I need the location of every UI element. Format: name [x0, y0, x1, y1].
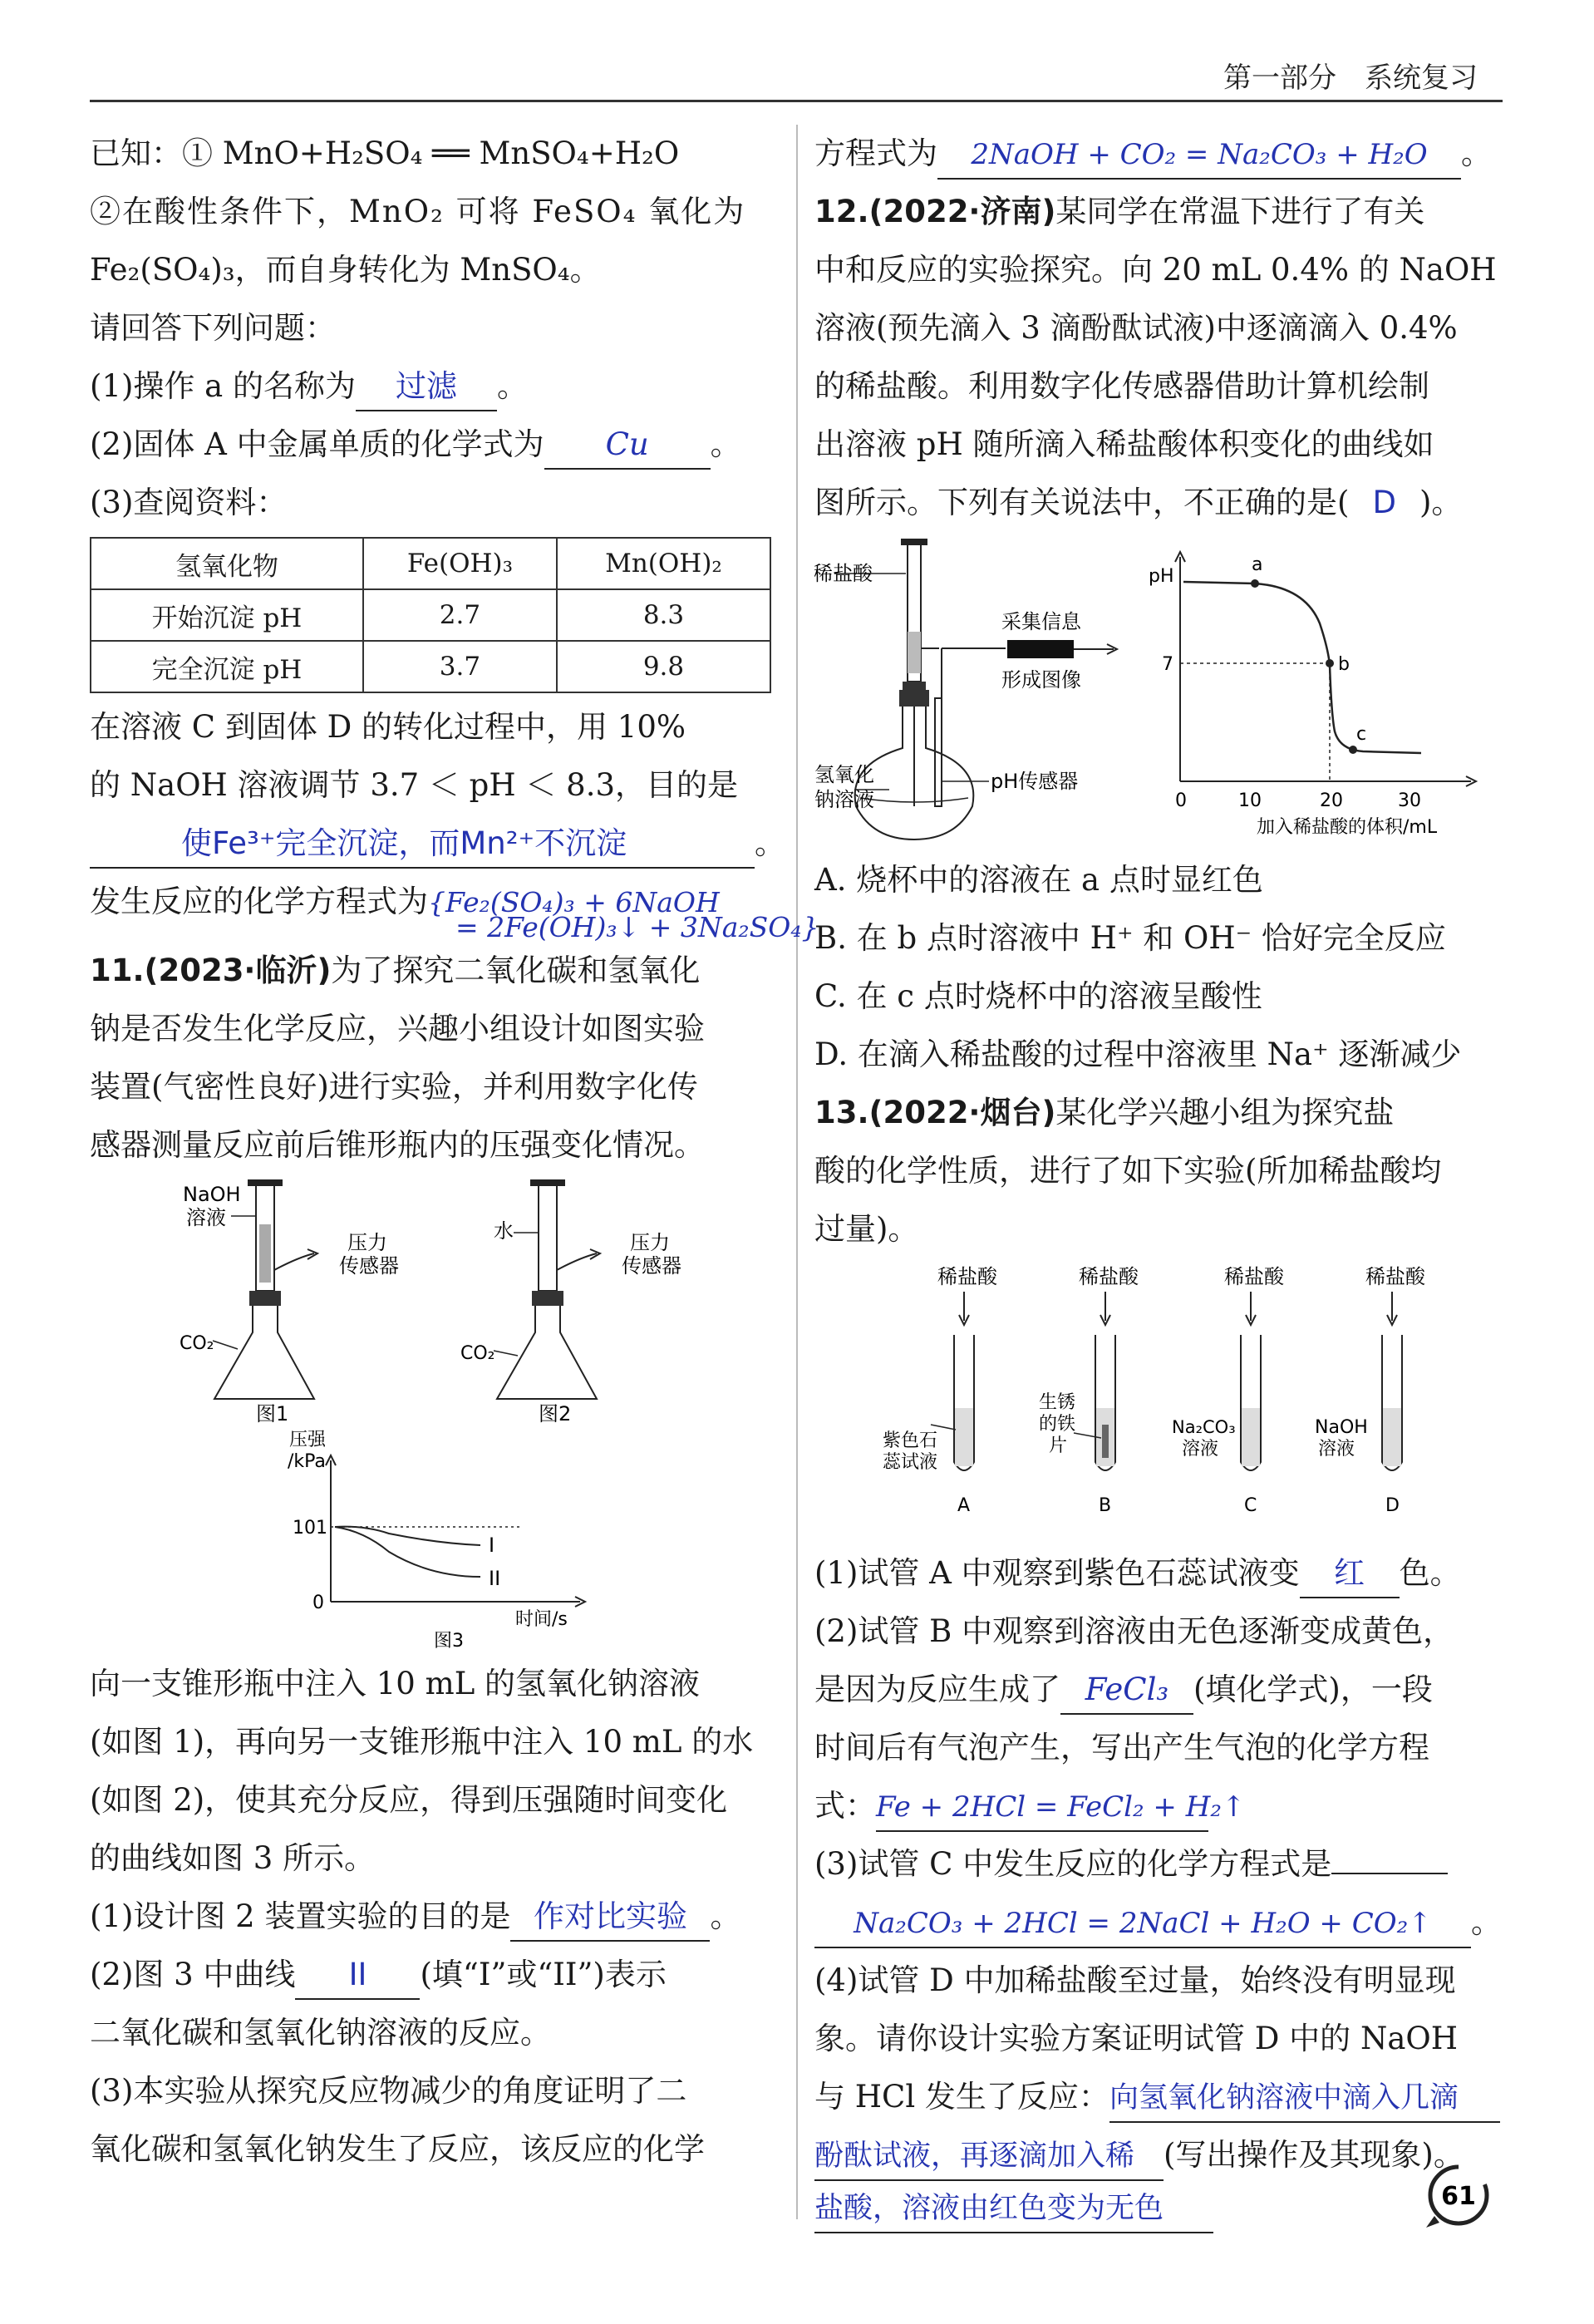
q13-2-text: 是因为反应生成了	[814, 1672, 1060, 1707]
tube-b	[1074, 1292, 1115, 1470]
tube-letter: A	[957, 1495, 971, 1516]
q11-heading	[90, 942, 780, 1000]
q11-1-answer-blank[interactable]	[510, 1893, 710, 1942]
fig2-apparatus	[494, 1179, 600, 1399]
right-column	[814, 125, 1504, 2233]
fig2-liquid: 水	[494, 1219, 514, 1243]
fig2-gas: CO₂	[460, 1343, 495, 1364]
q11-3-line1: (3)本实验从探究反应物减少的角度证明了二	[90, 2073, 687, 2109]
q13-line1: 某化学兴趣小组为探究盐	[1055, 1095, 1395, 1130]
fig3-y0: 0	[312, 1593, 324, 1613]
tube-a-label-1: 紫色石	[883, 1430, 938, 1451]
q11-2-answer: II	[348, 1957, 367, 1992]
q3: (3)查阅资料：	[90, 485, 288, 520]
q11-2-line2: 二氧化碳和氢氧化钠溶液的反应。	[90, 2015, 551, 2051]
fig3-curve-I	[335, 1527, 480, 1545]
q12-line6-text: 图所示。下列有关说法中，不正确的是(	[814, 485, 1350, 520]
q13-2-equation	[814, 1777, 1504, 1835]
q13-4-answer-2: 酚酞试液，再逐滴加入稀	[814, 2139, 1135, 2173]
q13-4-line4	[814, 2126, 1504, 2184]
fig2-caption: 图2	[539, 1402, 572, 1424]
q12-fig-naoh2: 钠溶液	[814, 788, 874, 811]
fig3-xlabel: 时间/s	[515, 1609, 568, 1630]
q2-answer: Cu	[605, 426, 649, 462]
q12-option-d: D. 在滴入稀盐酸的过程中溶液里 Na⁺ 逐渐减少	[814, 1036, 1462, 1072]
point-c	[1349, 746, 1357, 754]
q12-option-b: B. 在 b 点时溶液中 H⁺ 和 OH⁻ 恰好完全反应	[814, 920, 1446, 956]
page-number-badge	[1421, 2158, 1496, 2233]
q13-4-answer-blank-1[interactable]	[1109, 2074, 1500, 2123]
q3-answer-line: 使Fe³⁺完全沉淀，而Mn²⁺不沉淀 。	[90, 815, 780, 873]
q13-3-answer-blank[interactable]	[814, 1899, 1471, 1948]
tube-letter: B	[1099, 1495, 1112, 1516]
q12-heading	[814, 183, 1504, 241]
burette	[901, 539, 939, 806]
q13-1-tail: 色。	[1399, 1555, 1461, 1591]
table-row	[91, 589, 770, 641]
data-collector	[1007, 640, 1074, 658]
q3-eq-answer-2: = 2Fe(OH)₃↓ + 3Na₂SO₄}	[455, 911, 819, 943]
fig3-curve1-label: I	[489, 1534, 495, 1557]
fig3-caption: 图3	[434, 1631, 464, 1652]
q12-answer: D	[1372, 485, 1396, 520]
q3-answer-blank[interactable]	[90, 820, 755, 869]
tube-d	[1382, 1292, 1402, 1470]
tube-a-label-2: 蕊试液	[883, 1452, 938, 1473]
fig3-ylabel: 压强	[289, 1430, 327, 1450]
q11-p2: (如图 1)，再向另一支锥形瓶中注入 10 mL 的水	[90, 1724, 754, 1760]
column-divider	[796, 125, 798, 2219]
q11-3-eq-answer: 2NaOH + CO₂ = Na₂CO₃ + H₂O	[971, 138, 1428, 171]
q11-3-equation: 方程式为 2NaOH + CO₂ = Na₂CO₃ + H₂O 。	[814, 125, 1504, 183]
tube-a-acid: 稀盐酸	[937, 1265, 997, 1288]
table-cell: 2.7	[363, 589, 557, 641]
q11-p4: 的曲线如图 3 所示。	[90, 1840, 376, 1876]
q12-line3: 溶液(预先滴入 3 滴酚酞试液)中逐滴滴入 0.4%	[814, 310, 1458, 346]
table-header-row	[91, 538, 770, 589]
fig1-liquid2: 溶液	[186, 1206, 226, 1229]
ph-xtick: 20	[1320, 790, 1343, 811]
q11-3-line2: 氧化碳和氢氧化钠发生了反应，该反应的化学	[90, 2131, 705, 2167]
q12-fig-naoh1: 氢氧化	[814, 763, 874, 786]
ph-xtick: 30	[1398, 790, 1421, 811]
table-row	[91, 641, 770, 692]
q13-test-tubes-figure	[814, 1258, 1504, 1541]
table-cell: 完全沉淀 pH	[91, 641, 363, 692]
q1-text: (1)操作 a 的名称为	[90, 368, 356, 404]
fig1-sensor: 压力	[347, 1231, 387, 1254]
prompt: 请回答下列问题：	[90, 310, 336, 346]
known-label: 已知：	[90, 135, 182, 171]
q11-2	[90, 1946, 780, 2004]
q3-equation-2	[90, 911, 819, 943]
q13-line2: 酸的化学性质，进行了如下实验(所加稀盐酸均	[814, 1153, 1442, 1189]
known-1	[90, 125, 780, 183]
q13-2-eq-blank[interactable]	[876, 1783, 1246, 1832]
tube-b-acid: 稀盐酸	[1079, 1265, 1139, 1288]
point-b-label: b	[1338, 654, 1350, 675]
q13-1-answer: 红	[1334, 1555, 1365, 1591]
fig3-curve2-label: II	[489, 1567, 501, 1590]
tube-letter: D	[1385, 1495, 1400, 1516]
q12-line2: 中和反应的实验探究。向 20 mL 0.4% 的 NaOH	[814, 252, 1497, 288]
q13-4-text: 与 HCl 发生了反应：	[814, 2079, 1109, 2115]
q2: (2)固体 A 中金属单质的化学式为 Cu 。	[90, 416, 780, 474]
q11-line3: 装置(气密性良好)进行实验，并利用数字化传	[90, 1069, 698, 1105]
q11-line2: 钠是否发生化学反应，兴趣小组设计如图实验	[90, 1011, 705, 1046]
q11-line4: 感器测量反应前后锥形瓶内的压强变化情况。	[90, 1127, 705, 1163]
q11-line1: 为了探究二氧化碳和氢氧化	[331, 953, 701, 988]
q13-2-eq-text: 式：	[814, 1788, 876, 1824]
q11-2-tail: (填“I”或“II”)表示	[420, 1957, 667, 1992]
ph-y7: 7	[1162, 654, 1173, 675]
tube-letter: C	[1244, 1495, 1257, 1516]
table-cell: 开始沉淀 pH	[91, 589, 363, 641]
table-cell: 8.3	[557, 589, 770, 641]
q11-p3: (如图 2)，使其充分反应，得到压强随时间变化	[90, 1782, 728, 1818]
q12-fig-form: 形成图像	[1001, 668, 1081, 692]
q11-1-text: (1)设计图 2 装置实验的目的是	[90, 1898, 511, 1934]
q11-3-eq-text: 方程式为	[814, 135, 937, 171]
q12-line4: 的稀盐酸。利用数字化传感器借助计算机绘制	[814, 368, 1429, 404]
ph-xlabel: 加入稀盐酸的体积/mL	[1257, 817, 1438, 838]
page-header	[90, 47, 1503, 105]
q2-answer-blank[interactable]	[544, 421, 711, 470]
q13-4-answer-blank-3[interactable]	[814, 2184, 1213, 2233]
q3-answer: 使Fe³⁺完全沉淀，而Mn²⁺不沉淀	[181, 825, 627, 861]
q12-fig-acid: 稀盐酸	[814, 562, 873, 585]
q12-line6	[814, 474, 1504, 532]
q13-1	[814, 1544, 1504, 1603]
tube-d-label-2: 溶液	[1318, 1439, 1355, 1460]
q12-line5: 出溶液 pH 随所滴入稀盐酸体积变化的曲线如	[814, 426, 1434, 462]
tube-d-label-1: NaOH	[1315, 1417, 1368, 1438]
q1-answer-blank[interactable]	[356, 363, 497, 411]
q13-2-line2	[814, 1661, 1504, 1719]
fig2-sensor2: 传感器	[622, 1254, 681, 1278]
q11-1-answer: 作对比实验	[533, 1898, 687, 1934]
tube-b-label-1: 生锈	[1039, 1392, 1076, 1413]
header-rule	[90, 100, 1503, 102]
left-column	[90, 125, 819, 2179]
ph-ylabel: pH	[1149, 566, 1174, 587]
q13-3	[814, 1835, 1504, 1893]
tube-c	[1241, 1292, 1261, 1470]
tube-c-label-1: Na₂CO₃	[1172, 1417, 1236, 1437]
q13-4-line2: 象。请你设计实验方案证明试管 D 中的 NaOH	[814, 2021, 1458, 2056]
point-b	[1326, 659, 1334, 667]
q3-line1: 在溶液 C 到固体 D 的转化过程中，用 10%	[90, 709, 686, 745]
q11-number: 11.(2023·临沂)	[90, 953, 332, 988]
ph-xtick: 10	[1238, 790, 1262, 811]
flask-figures	[90, 1174, 780, 1424]
fig1-gas: CO₂	[180, 1333, 214, 1354]
q13-heading	[814, 1084, 1504, 1142]
known-1-text: ① MnO+H₂SO₄ ══ MnSO₄+H₂O	[182, 135, 680, 171]
q13-1-answer-blank[interactable]	[1300, 1550, 1400, 1598]
table-header-cell: 氢氧化物	[91, 538, 363, 589]
fig1-liquid: NaOH	[183, 1183, 241, 1206]
q11-3-eq-blank[interactable]	[937, 130, 1461, 180]
q12-titration-figure	[814, 532, 1504, 848]
q13-2-eq-answer: Fe + 2HCl = FeCl₂ + H₂↑	[876, 1790, 1246, 1824]
point-a-label: a	[1252, 554, 1263, 575]
q13-2-answer-blank[interactable]	[1060, 1667, 1193, 1715]
q12-number: 12.(2022·济南)	[814, 194, 1056, 229]
q12-fig-sensor: pH传感器	[991, 770, 1079, 793]
point-a	[1251, 579, 1259, 588]
tube-c-acid: 稀盐酸	[1224, 1265, 1284, 1288]
q13-4-line1: (4)试管 D 中加稀盐酸至过量，始终没有明显现	[814, 1962, 1456, 1998]
tube-d-acid: 稀盐酸	[1365, 1265, 1425, 1288]
q13-2-line3: 时间后有气泡产生，写出产生气泡的化学方程	[814, 1730, 1429, 1765]
q13-line3: 过量)。	[814, 1211, 919, 1247]
q11-p1: 向一支锥形瓶中注入 10 mL 的氢氧化钠溶液	[90, 1666, 701, 1701]
q13-4-tail: (写出操作及其现象)。	[1164, 2137, 1464, 2173]
header-title: 第一部分 系统复习	[1223, 62, 1478, 95]
q13-3-answer-line: Na₂CO₃ + 2HCl = 2NaCl + H₂O + CO₂↑ 。	[814, 1893, 1504, 1952]
q2-text: (2)固体 A 中金属单质的化学式为	[90, 426, 544, 462]
table-cell: 9.8	[557, 641, 770, 692]
q13-3-blank-1[interactable]	[1331, 1873, 1448, 1874]
fig1-sensor2: 传感器	[339, 1254, 399, 1278]
q13-2-line1: (2)试管 B 中观察到溶液由无色逐渐变成黄色，	[814, 1613, 1454, 1649]
q3-line2: 的 NaOH 溶液调节 3.7 ＜ pH ＜ 8.3，目的是	[90, 767, 738, 803]
q13-4-answer-blank-2[interactable]	[814, 2132, 1164, 2181]
tube-b-label-2: 的铁	[1039, 1414, 1076, 1435]
q1: (1)操作 a 的名称为 过滤 。	[90, 357, 780, 416]
ph-curve	[1183, 582, 1421, 753]
tube-b-label-3: 片	[1049, 1435, 1068, 1456]
q11-1: (1)设计图 2 装置实验的目的是 作对比实验 。	[90, 1888, 780, 1946]
fig3-y101: 101	[293, 1518, 327, 1539]
q13-number: 13.(2022·烟台)	[814, 1095, 1056, 1130]
q13-3-text: (3)试管 C 中发生反应的化学方程式是	[814, 1846, 1332, 1882]
known-2b: Fe₂(SO₄)₃，而自身转化为 MnSO₄。	[90, 252, 601, 288]
ph-xtick: 0	[1175, 790, 1187, 811]
q1-answer: 过滤	[396, 368, 457, 404]
table-header-cell: Mn(OH)₂	[557, 538, 770, 589]
q13-4-answer-3: 盐酸，溶液由红色变为无色	[814, 2192, 1164, 2225]
fig2-sensor: 压力	[630, 1231, 670, 1254]
table-header-cell: Fe(OH)₃	[363, 538, 557, 589]
q12-fig-collect: 采集信息	[1001, 610, 1081, 633]
q3-eq-answer-1: {Fe₂(SO₄)₃ + 6NaOH	[428, 886, 720, 918]
q12-option-c: C. 在 c 点时烧杯中的溶液呈酸性	[814, 978, 1262, 1014]
fig3-pressure-chart	[90, 1427, 780, 1652]
tube-c-label-2: 溶液	[1182, 1439, 1219, 1460]
fig1-caption: 图1	[256, 1402, 289, 1424]
q13-2-answer: FeCl₃	[1085, 1672, 1169, 1707]
q13-2-tail: (填化学式)，一段	[1193, 1672, 1433, 1707]
q13-1-text: (1)试管 A 中观察到紫色石蕊试液变	[814, 1555, 1300, 1591]
q11-2-text: (2)图 3 中曲线	[90, 1957, 296, 1992]
q12-option-a: A. 烧杯中的溶液在 a 点时显红色	[814, 862, 1263, 898]
q11-2-answer-blank[interactable]	[295, 1952, 420, 2000]
point-c-label: c	[1356, 724, 1367, 745]
table-cell: 3.7	[363, 641, 557, 692]
flask	[855, 648, 1006, 839]
q12-close: )。	[1419, 485, 1463, 520]
q13-4-answer-1: 向氢氧化钠溶液中滴入几滴	[1109, 2081, 1459, 2115]
q3-eq-text: 发生反应的化学方程式为	[90, 884, 428, 919]
page-number: 61	[1441, 2182, 1476, 2211]
known-2a: ②在酸性条件下，MnO₂ 可将 FeSO₄ 氧化为	[90, 194, 746, 229]
q13-4-line5	[814, 2184, 1504, 2233]
q13-3-answer: Na₂CO₃ + 2HCl = 2NaCl + H₂O + CO₂↑	[854, 1907, 1432, 1940]
fig3-yunit: /kPa	[288, 1451, 326, 1472]
q12-line1: 某同学在常温下进行了有关	[1055, 194, 1425, 229]
fig1-apparatus	[213, 1179, 317, 1399]
hydroxide-table	[90, 537, 771, 693]
q13-4-line3	[814, 2068, 1504, 2126]
fig3-curve-II	[335, 1527, 480, 1577]
